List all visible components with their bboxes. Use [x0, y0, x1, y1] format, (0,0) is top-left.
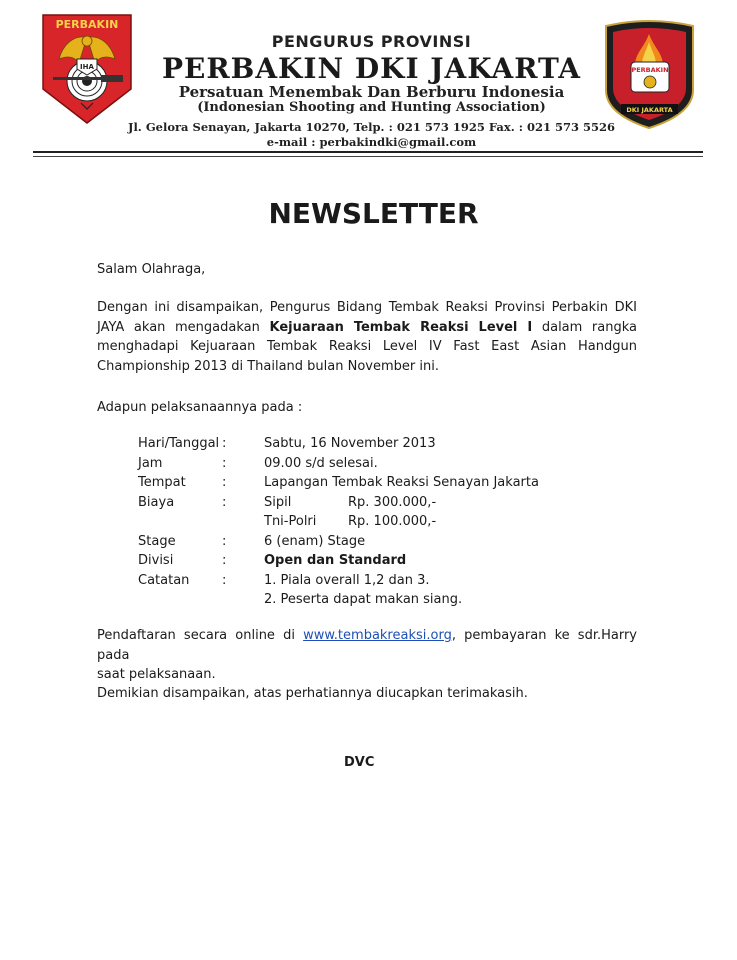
paragraph-text: dalam rangka [532, 319, 637, 335]
letterhead-organization-english: (Indonesian Shooting and Hunting Association) [197, 100, 546, 115]
paragraph-registration [97, 626, 637, 685]
detail-label: Jam [138, 455, 163, 471]
fee-category: Tni-Polri [264, 514, 317, 529]
paragraph-line: saat pelaksanaan. [97, 667, 216, 682]
detail-label: Tempat [138, 475, 186, 490]
detail-colon: : [222, 533, 227, 549]
paragraph-line [97, 626, 637, 665]
detail-value: 09.00 s/d selesai. [264, 455, 378, 471]
event-name: Kejuaraan Tembak Reaksi Level I [269, 319, 533, 335]
detail-label: Hari/Tanggal [138, 436, 220, 451]
letterhead-title: PERBAKIN DKI JAKARTA [162, 52, 581, 85]
detail-colon: : [222, 475, 227, 490]
fee-category: Sipil [264, 494, 292, 510]
detail-value: 1. Piala overall 1,2 dan 3. [264, 572, 430, 588]
detail-label: Divisi [138, 553, 174, 568]
paragraph-line: menghadapi Kejuaraan Tembak Reaksi Level IV Fast East Asian Handgun [97, 339, 637, 354]
fee-amount: Rp. 300.000,- [348, 494, 437, 510]
letterhead-organization: Persatuan Menembak Dan Berburu Indonesia [178, 83, 565, 101]
paragraph-line: Championship 2013 di Thailand bulan November ini. [97, 358, 439, 374]
newsletter-title: NEWSLETTER [268, 197, 479, 230]
detail-value: Sabtu, 16 November 2013 [264, 436, 436, 451]
detail-colon: : [222, 553, 227, 568]
details-intro: Adapun pelaksanaannya pada : [97, 400, 303, 415]
paragraph-line [97, 318, 637, 338]
right-logo-bottom-text: DKI JAKARTA [626, 106, 673, 114]
letterhead-email: e-mail : perbakindki@gmail.com [266, 135, 477, 149]
paragraph-announcement [97, 298, 637, 376]
detail-colon: : [222, 572, 227, 588]
paragraph-line: Dengan ini disampaikan, Pengurus Bidang Tembak Reaksi Provinsi Perbakin DKI [97, 300, 637, 315]
detail-label: Biaya [138, 494, 175, 510]
letterhead-rule-thin [33, 156, 703, 157]
detail-value: 6 (enam) Stage [264, 533, 366, 549]
detail-value: Open dan Standard [264, 553, 407, 568]
detail-value: 2. Peserta dapat makan siang. [264, 592, 463, 607]
left-logo-text: PERBAKIN [55, 18, 119, 31]
detail-label: Stage [138, 533, 176, 549]
detail-colon: : [222, 436, 227, 451]
paragraph-text: Pendaftaran secara online di [97, 628, 304, 643]
paragraph-text: JAYA akan mengadakan [97, 319, 270, 335]
signature: DVC [344, 755, 375, 770]
left-logo-shield-text: IHA [80, 63, 94, 71]
detail-label: Catatan [138, 572, 190, 588]
detail-value: Lapangan Tembak Reaksi Senayan Jakarta [264, 475, 539, 490]
detail-colon: : [222, 455, 227, 471]
registration-link[interactable]: www.tembakreaksi.org [303, 628, 452, 643]
greeting: Salam Olahraga, [97, 262, 206, 277]
detail-colon: : [222, 494, 227, 510]
paragraph-closing: Demikian disampaikan, atas perhatiannya diucapkan terimakasih. [97, 686, 528, 701]
letterhead-rule-thick [33, 151, 703, 153]
letterhead-address: Jl. Gelora Senayan, Jakarta 10270, Telp. : 021 573 1925 Fax. : 021 573 5526 [128, 120, 615, 134]
fee-amount: Rp. 100.000,- [348, 514, 437, 529]
letterhead-subtitle: PENGURUS PROVINSI [271, 32, 472, 51]
paragraph-text: , pembayaran ke sdr.Harry pada [97, 628, 638, 663]
right-logo-top-text: PERBAKIN [631, 66, 669, 74]
